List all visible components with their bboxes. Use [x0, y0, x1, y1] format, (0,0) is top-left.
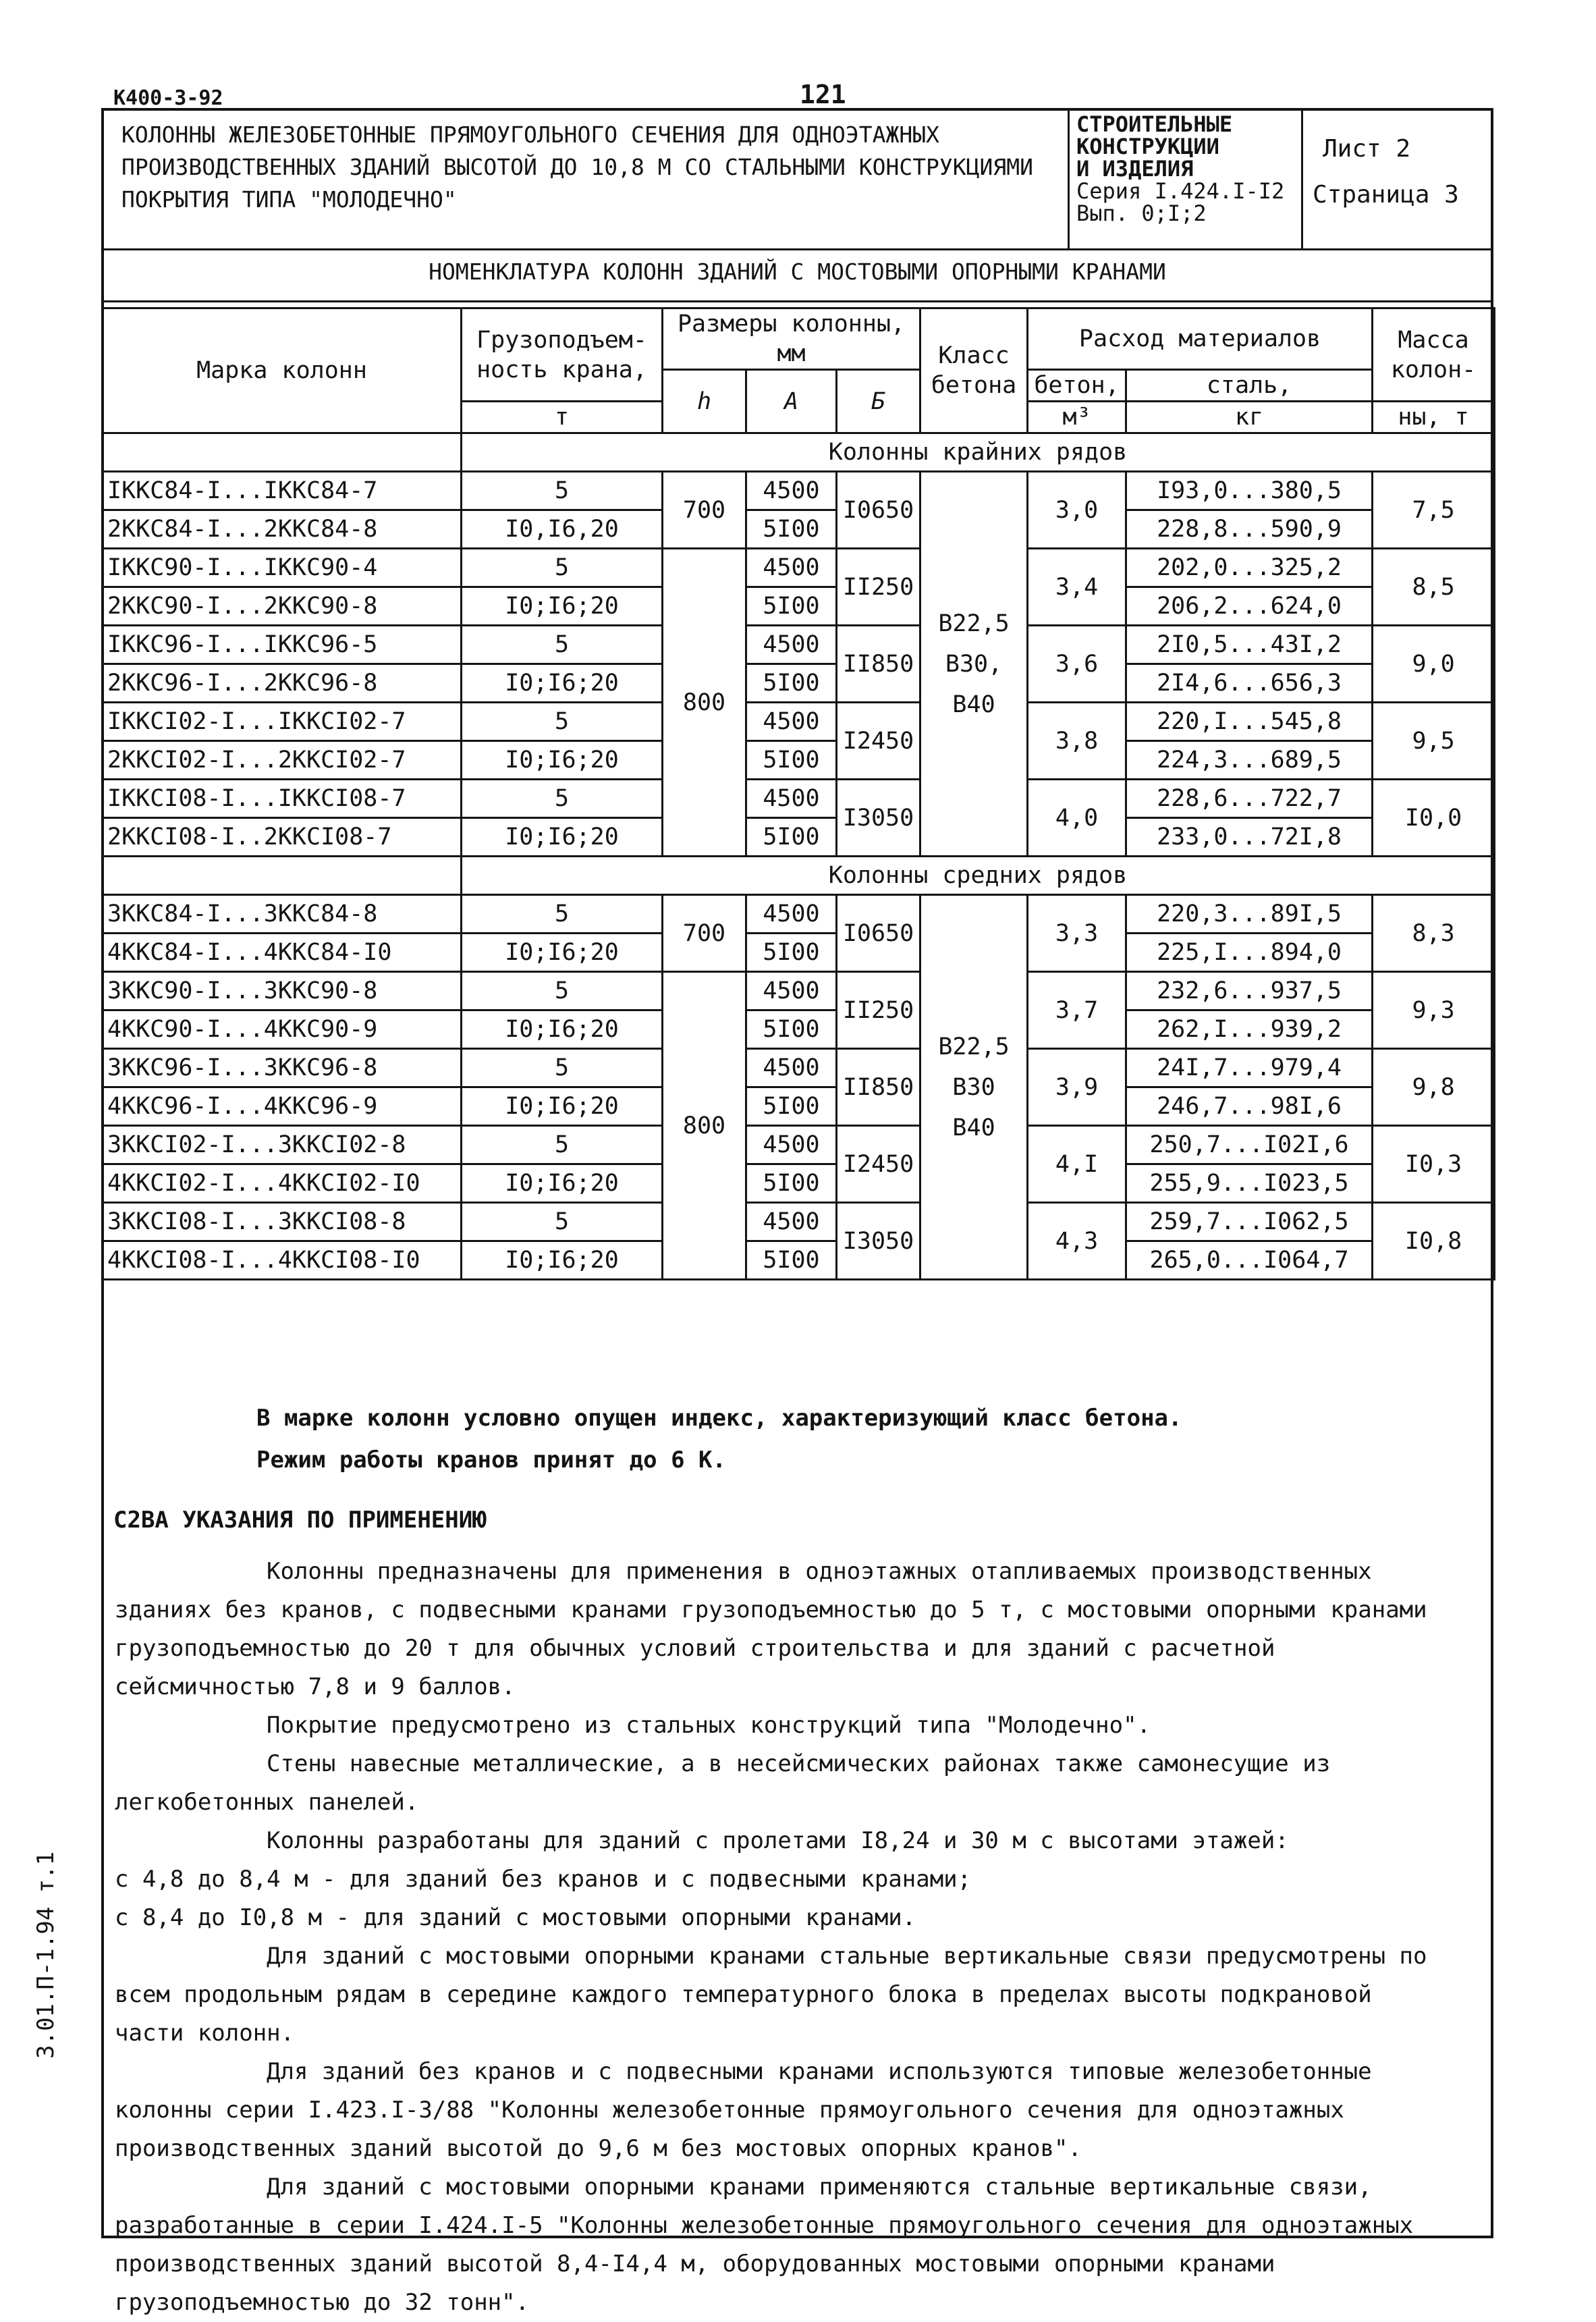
table-row — [103, 1241, 1495, 1280]
crane-capacity: 5 — [462, 626, 663, 664]
section-heading: С2ВА УКАЗАНИЯ ПО ПРИМЕНЕНИЮ — [113, 1507, 487, 1534]
dimension-a: 5I00 — [746, 510, 837, 549]
sheet-page: Страница 3 — [1313, 181, 1459, 209]
column-mass: 8,3 — [1373, 895, 1495, 972]
table-row — [103, 1049, 1495, 1087]
column-mass: 9,8 — [1373, 1049, 1495, 1126]
dimension-a: 4500 — [746, 472, 837, 510]
dimension-h: 700 — [663, 895, 746, 972]
dimension-a: 5I00 — [746, 741, 837, 780]
header-steel: сталь, — [1126, 370, 1373, 402]
table-row — [103, 780, 1495, 818]
dimension-a: 4500 — [746, 1126, 837, 1164]
table-row — [103, 1126, 1495, 1164]
concrete-volume: 3,7 — [1028, 972, 1126, 1049]
dimension-b: I2450 — [837, 703, 920, 780]
steel-consumption: 265,0...I064,7 — [1126, 1241, 1373, 1280]
dimension-b: I0650 — [837, 472, 920, 549]
table-row — [103, 934, 1495, 972]
header-materials: Расход материалов — [1028, 308, 1373, 370]
dimension-a: 4500 — [746, 626, 837, 664]
section-title: Колонны средних рядов — [462, 857, 1495, 895]
steel-consumption: 220,I...545,8 — [1126, 703, 1373, 741]
nomenclature-table — [101, 307, 1495, 1280]
crane-capacity: I0;I6;20 — [462, 741, 663, 780]
header-h: h — [663, 370, 746, 433]
concrete-volume: 3,8 — [1028, 703, 1126, 780]
column-mark: 4КKC84-I...4КKC84-I0 — [103, 934, 462, 972]
column-mark: 2КKC96-I...2КKC96-8 — [103, 664, 462, 703]
column-mass: 8,5 — [1373, 549, 1495, 626]
crane-capacity: I0;I6;20 — [462, 934, 663, 972]
column-mark: 2КKC84-I...2КKC84-8 — [103, 510, 462, 549]
instruction-paragraph: с 4,8 до 8,4 м - для зданий без кранов и с подвесными кранами; — [115, 1866, 972, 1893]
note-line: В марке колонн условно опущен индекс, характеризующий класс бетона. — [256, 1405, 1182, 1432]
steel-consumption: I93,0...380,5 — [1126, 472, 1373, 510]
concrete-volume: 3,4 — [1028, 549, 1126, 626]
crane-capacity: 5 — [462, 1203, 663, 1241]
side-code: 3.01.П-1.94 т.1 — [32, 1851, 59, 2059]
dimension-b: I3050 — [837, 1203, 920, 1280]
crane-capacity: I0;I6;20 — [462, 1010, 663, 1049]
header-divider — [1301, 108, 1303, 250]
crane-capacity: I0;I6;20 — [462, 664, 663, 703]
header-mass-unit: ны, т — [1373, 402, 1495, 433]
series-line: КОНСТРУКЦИИ — [1076, 134, 1219, 159]
column-mark: 3КKCI08-I...3КKCI08-8 — [103, 1203, 462, 1241]
dimension-h: 800 — [663, 549, 746, 857]
dimension-a: 4500 — [746, 972, 837, 1010]
table-row — [103, 972, 1495, 1010]
column-mass: 7,5 — [1373, 472, 1495, 549]
dimension-a: 4500 — [746, 703, 837, 741]
table-row — [103, 1010, 1495, 1049]
header-mark: Марка колонн — [103, 308, 462, 433]
header-b: Б — [837, 370, 920, 433]
concrete-class: В22,5 В30, В40 — [920, 472, 1028, 857]
crane-capacity: 5 — [462, 549, 663, 587]
page-number: 121 — [800, 80, 846, 109]
sheet-number: Лист 2 — [1323, 135, 1411, 163]
steel-consumption: 255,9...I023,5 — [1126, 1164, 1373, 1203]
crane-capacity: 5 — [462, 1049, 663, 1087]
dimension-a: 5I00 — [746, 934, 837, 972]
column-mark: 4КKCI08-I...4КKCI08-I0 — [103, 1241, 462, 1280]
crane-capacity: I0;I6;20 — [462, 1241, 663, 1280]
dimension-b: I3050 — [837, 780, 920, 857]
table-row — [103, 818, 1495, 857]
steel-consumption: 228,6...722,7 — [1126, 780, 1373, 818]
column-mark: IКKC96-I...IКKC96-5 — [103, 626, 462, 664]
column-mark: 3КKC84-I...3КKC84-8 — [103, 895, 462, 934]
steel-consumption: 202,0...325,2 — [1126, 549, 1373, 587]
header-divider — [1068, 108, 1070, 250]
section-title: Колонны крайних рядов — [462, 433, 1495, 472]
column-mass: I0,0 — [1373, 780, 1495, 857]
concrete-volume: 4,3 — [1028, 1203, 1126, 1280]
dimension-a: 5I00 — [746, 664, 837, 703]
series-line: Серия I.424.I-I2 — [1076, 178, 1285, 204]
column-mark: 2КKC90-I...2КKC90-8 — [103, 587, 462, 626]
column-mark: 4КKC90-I...4КKC90-9 — [103, 1010, 462, 1049]
dimension-a: 4500 — [746, 549, 837, 587]
header-mass: Масса колон- — [1373, 308, 1495, 402]
steel-consumption: 24I,7...979,4 — [1126, 1049, 1373, 1087]
header-concrete-unit: м³ — [1028, 402, 1126, 433]
crane-capacity: 5 — [462, 972, 663, 1010]
column-mark: 3КKC96-I...3КKC96-8 — [103, 1049, 462, 1087]
header-dims: Размеры колонны, мм — [663, 308, 920, 370]
section-spacer — [103, 857, 462, 895]
steel-consumption: 259,7...I062,5 — [1126, 1203, 1373, 1241]
dimension-b: II850 — [837, 626, 920, 703]
concrete-volume: 3,6 — [1028, 626, 1126, 703]
dimension-b: II250 — [837, 549, 920, 626]
table-row — [103, 1164, 1495, 1203]
crane-capacity: I0;I6;20 — [462, 587, 663, 626]
table-title: НОМЕНКЛАТУРА КОЛОНН ЗДАНИЙ С МОСТОВЫМИ ОПОРНЫМИ КРАНАМИ — [429, 259, 1166, 285]
instruction-paragraph: Для зданий с мостовыми опорными кранами стальные вертикальные связи предусмотрены по всем продольным рядам в середине каждого температурного блока в пределах высоты подкрановой части колонн. — [115, 1943, 1427, 2047]
header-series — [1076, 113, 1299, 225]
column-mass: I0,8 — [1373, 1203, 1495, 1280]
header-concrete-class: Класс бетона — [920, 308, 1028, 433]
steel-consumption: 206,2...624,0 — [1126, 587, 1373, 626]
concrete-class: В22,5 В30 В40 — [920, 895, 1028, 1280]
concrete-volume: 3,0 — [1028, 472, 1126, 549]
table-row — [103, 703, 1495, 741]
column-mark: 4КKCI02-I...4КKCI02-I0 — [103, 1164, 462, 1203]
header-title: КОЛОННЫ ЖЕЛЕЗОБЕТОННЫЕ ПРЯМОУГОЛЬНОГО СЕЧЕНИЯ ДЛЯ ОДНОЭТАЖНЫХ ПРОИЗВОДСТВЕННЫХ ЗДАНИЙ ВЫСОТОЙ ДО 10,8 М СО СТАЛЬНЫМИ КОНСТРУКЦИЯМИ ПОКРЫТИЯ ТИПА "МОЛОДЕЧНО" — [121, 122, 1034, 213]
dimension-b: II850 — [837, 1049, 920, 1126]
instruction-paragraph: Стены навесные металлические, а в несейсмических районах также самонесущие из легкобетонных панелей. — [115, 1750, 1331, 1816]
table-notes — [256, 1397, 1182, 1481]
steel-consumption: 232,6...937,5 — [1126, 972, 1373, 1010]
column-mark: IКKCI08-I...IКKCI08-7 — [103, 780, 462, 818]
dimension-a: 5I00 — [746, 1010, 837, 1049]
table-row — [103, 549, 1495, 587]
column-mass: 9,5 — [1373, 703, 1495, 780]
header-capacity: Грузоподъем-ность крана, — [462, 308, 663, 402]
crane-capacity: 5 — [462, 472, 663, 510]
steel-consumption: 220,3...89I,5 — [1126, 895, 1373, 934]
instruction-paragraph: Для зданий без кранов и с подвесными кранами используются типовые железобетонные колонны серии I.423.I-3/88 "Колонны железобетонные прямоугольного сечения для одноэтажных производственных зданий высотой до 9,6 м без мостовых опорных кранов". — [115, 2058, 1372, 2162]
steel-consumption: 2I4,6...656,3 — [1126, 664, 1373, 703]
header-a: А — [746, 370, 837, 433]
steel-consumption: 233,0...72I,8 — [1126, 818, 1373, 857]
steel-consumption: 246,7...98I,6 — [1126, 1087, 1373, 1126]
instruction-paragraph: Для зданий с мостовыми опорными кранами применяются стальные вертикальные связи, разработанные в серии I.424.I-5 "Колонны железобетонные прямоугольного сечения для одноэтажных производственных зданий высотой 8,4-I4,4 м, оборудованных мостовыми опорными кранами грузоподъемностью до 32 тонн". — [115, 2174, 1414, 2316]
usage-instructions — [115, 1552, 1431, 2322]
crane-capacity: I0;I6;20 — [462, 1164, 663, 1203]
section-spacer — [103, 433, 462, 472]
dimension-a: 4500 — [746, 1049, 837, 1087]
column-mark: IКKC90-I...IКKC90-4 — [103, 549, 462, 587]
table-row — [103, 1203, 1495, 1241]
column-mark: 3КKCI02-I...3КKCI02-8 — [103, 1126, 462, 1164]
table-row — [103, 510, 1495, 549]
instruction-paragraph: Колонны предназначены для применения в одноэтажных отапливаемых производственных зданиях без кранов, с подвесными кранами грузоподъемностью до 5 т, с мостовыми опорными кранами грузоподъемностью до 20 т для обычных условий строительства и для зданий с расчетной сейсмичностью 7,8 и 9 баллов. — [115, 1558, 1427, 1700]
dimension-a: 5I00 — [746, 587, 837, 626]
table-row — [103, 895, 1495, 934]
dimension-b: II250 — [837, 972, 920, 1049]
column-mass: I0,3 — [1373, 1126, 1495, 1203]
instruction-paragraph: Покрытие предусмотрено из стальных конструкций типа "Молодечно". — [267, 1712, 1151, 1739]
instruction-paragraph: Колонны разработаны для зданий с пролетами I8,24 и 30 м с высотами этажей: — [267, 1827, 1289, 1854]
header-capacity-unit: т — [462, 402, 663, 433]
steel-consumption: 225,I...894,0 — [1126, 934, 1373, 972]
column-mark: 2КKCI02-I...2КKCI02-7 — [103, 741, 462, 780]
crane-capacity: 5 — [462, 895, 663, 934]
concrete-volume: 4,I — [1028, 1126, 1126, 1203]
concrete-volume: 3,3 — [1028, 895, 1126, 972]
series-line: СТРОИТЕЛЬНЫЕ — [1076, 111, 1233, 137]
dimension-h: 800 — [663, 972, 746, 1280]
steel-consumption: 250,7...I02I,6 — [1126, 1126, 1373, 1164]
concrete-volume: 4,0 — [1028, 780, 1126, 857]
dimension-a: 5I00 — [746, 1164, 837, 1203]
document-code: К400-3-92 — [113, 86, 223, 110]
header-concrete: бетон, — [1028, 370, 1126, 402]
instruction-paragraph: с 8,4 до I0,8 м - для зданий с мостовыми опорными кранами. — [115, 1904, 916, 1931]
table-row — [103, 626, 1495, 664]
crane-capacity: 5 — [462, 1126, 663, 1164]
series-line: Вып. 0;I;2 — [1076, 200, 1207, 226]
column-mark: IКKCI02-I...IКKCI02-7 — [103, 703, 462, 741]
dimension-a: 5I00 — [746, 1241, 837, 1280]
dimension-a: 4500 — [746, 1203, 837, 1241]
dimension-b: I0650 — [837, 895, 920, 972]
dimension-a: 5I00 — [746, 818, 837, 857]
note-line: Режим работы кранов принят до 6 К. — [256, 1447, 726, 1474]
dimension-a: 4500 — [746, 780, 837, 818]
header-bottom-line — [101, 248, 1493, 250]
dimension-a: 5I00 — [746, 1087, 837, 1126]
column-mark: 4КKC96-I...4КKC96-9 — [103, 1087, 462, 1126]
dimension-b: I2450 — [837, 1126, 920, 1203]
table-row — [103, 664, 1495, 703]
steel-consumption: 2I0,5...43I,2 — [1126, 626, 1373, 664]
steel-consumption: 262,I...939,2 — [1126, 1010, 1373, 1049]
column-mass: 9,0 — [1373, 626, 1495, 703]
column-mass: 9,3 — [1373, 972, 1495, 1049]
concrete-volume: 3,9 — [1028, 1049, 1126, 1126]
crane-capacity: 5 — [462, 780, 663, 818]
table-row — [103, 1087, 1495, 1126]
crane-capacity: I0;I6;20 — [462, 818, 663, 857]
steel-consumption: 224,3...689,5 — [1126, 741, 1373, 780]
header-steel-unit: кг — [1126, 402, 1373, 433]
column-mark: 2КKCI08-I..2КKCI08-7 — [103, 818, 462, 857]
table-row — [103, 741, 1495, 780]
table-row — [103, 587, 1495, 626]
crane-capacity: I0,I6,20 — [462, 510, 663, 549]
dimension-h: 700 — [663, 472, 746, 549]
dimension-a: 4500 — [746, 895, 837, 934]
series-line: И ИЗДЕЛИЯ — [1076, 156, 1194, 182]
crane-capacity: I0;I6;20 — [462, 1087, 663, 1126]
column-mark: 3КKC90-I...3КKC90-8 — [103, 972, 462, 1010]
steel-consumption: 228,8...590,9 — [1126, 510, 1373, 549]
table-row — [103, 472, 1495, 510]
column-mark: IКKC84-I...IКKC84-7 — [103, 472, 462, 510]
crane-capacity: 5 — [462, 703, 663, 741]
table-title-line — [101, 300, 1493, 302]
